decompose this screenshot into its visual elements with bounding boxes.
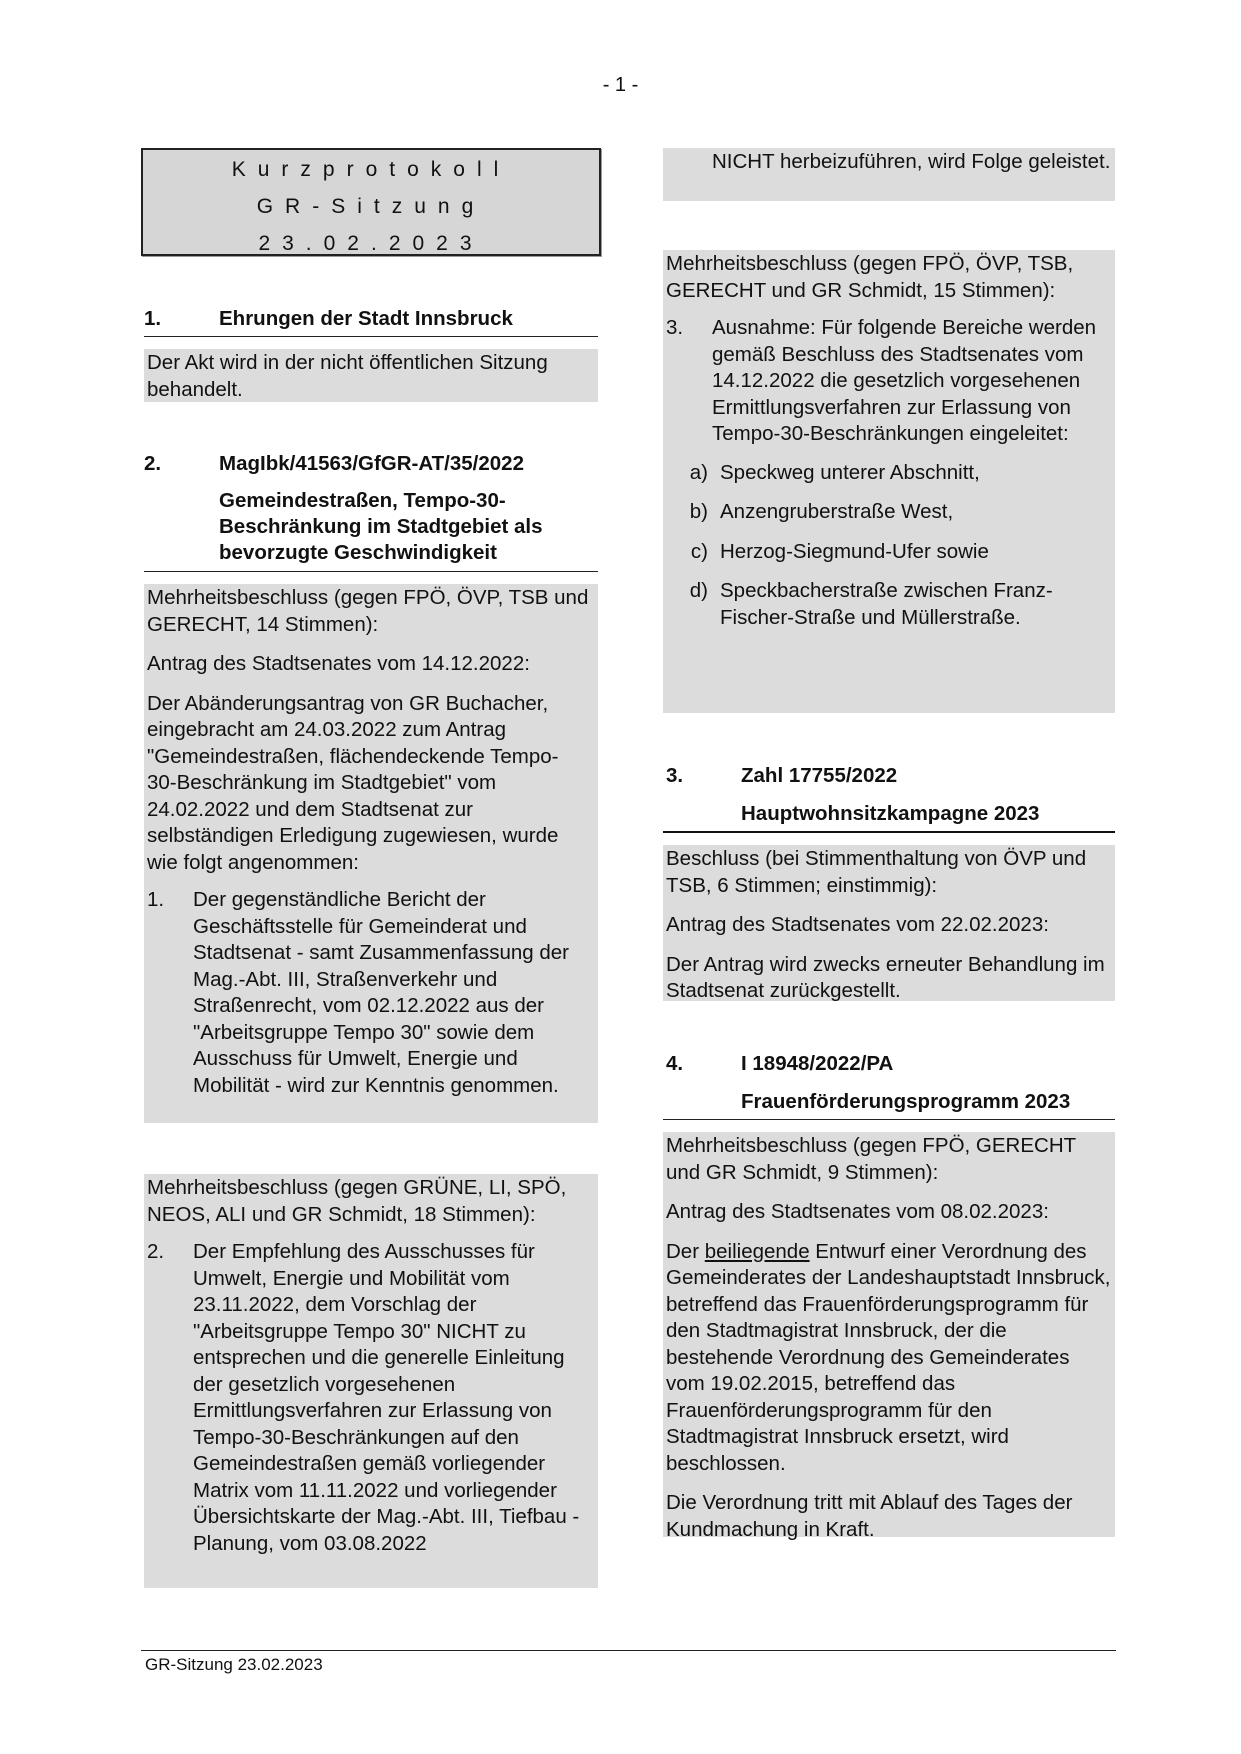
block-1-intro: Der Abänderungsantrag von GR Buchacher, eingebracht am 24.03.2022 zum Antrag "Gemeindestraßen, flächendeckende Tempo-30-Beschränkung im Stadtgebiet" vom 24.02.2022 und dem Stadtsenat zur selbständigen Erledigung zugewiesen, wurde wie folgt angenommen: xyxy=(147,691,559,874)
item-4-text-2: Die Verordnung tritt mit Ablauf des Tages der Kundmachung in Kraft. xyxy=(666,1491,1073,1541)
item-4-text xyxy=(663,1237,1115,1480)
item-2-block-3 xyxy=(663,250,1115,713)
sub-item-b-text: Anzengruberstraße West, xyxy=(720,500,954,523)
sub-item-b-label: b) xyxy=(689,500,708,523)
item-4-title: Frauenförderungsprogramm 2023 xyxy=(741,1090,1071,1113)
item-4-number: 4. xyxy=(666,1052,684,1075)
item-1-text: Der Akt wird in der nicht öffentlichen Sitzung behandelt. xyxy=(147,351,548,401)
block-1-point-text: Der gegenständliche Bericht der Geschäftsstelle für Gemeinderat und Stadtsenat - samt Zusammenfassung der Mag.-Abt. III, Straßenverkehr und Straßenrecht, vom 02.12.2022 aus der "Arbeitsgruppe Tempo 30" sowie dem Ausschuss für Umwelt, Energie und Mobilität - wird zur Kenntnis genommen. xyxy=(193,888,570,1097)
item-1-rule xyxy=(144,336,598,337)
block-1-antrag: Antrag des Stadtsenates vom 14.12.2022: xyxy=(147,652,530,675)
item-4-box xyxy=(663,1132,1115,1541)
item-3-box xyxy=(663,845,1115,1001)
item-4-heading xyxy=(663,1051,1115,1115)
title-box xyxy=(141,148,601,256)
footer-rule xyxy=(141,1650,1116,1651)
block-1-point xyxy=(144,887,598,1099)
sub-item-d-text: Speckbacherstraße zwischen Franz-Fischer-Straße und Müllerstraße. xyxy=(720,579,1053,629)
sub-item-d-label: d) xyxy=(689,579,708,602)
item-3-title: Hauptwohnsitzkampagne 2023 xyxy=(741,802,1040,825)
block-2-point xyxy=(144,1239,598,1557)
item-1-number: 1. xyxy=(144,307,162,330)
item-2-block-2-continued xyxy=(663,148,1115,201)
block-2-point-number: 2. xyxy=(147,1240,165,1263)
item-4-text-underlined: beiliegende xyxy=(704,1239,810,1263)
item-2-rule xyxy=(144,571,598,572)
block-3-point-number: 3. xyxy=(666,316,684,339)
item-4-text-post: Entwurf einer Verordnung des Gemeinderates der Landeshauptstadt Innsbruck, betreffend das Frauenförderungsprogramm für den Stadtmagistrat Innsbruck, der die bestehende Verordnung des Gemeinderates vom 19.02.2015, betreffend das Frauenförderungsprogramm für den Stadtmagistrat Innsbruck ersetzt, wird beschlossen. xyxy=(666,1239,1111,1475)
item-4-antrag: Antrag des Stadtsenates vom 08.02.2023: xyxy=(666,1200,1049,1223)
item-4-vote: Mehrheitsbeschluss (gegen FPÖ, GERECHT und GR Schmidt, 9 Stimmen): xyxy=(666,1134,1076,1184)
item-3-text: Der Antrag wird zwecks erneuter Behandlung im Stadtsenat zurückgestellt. xyxy=(666,952,1105,1002)
title-line-1: Kurzprotokoll xyxy=(231,158,511,181)
sub-item-d xyxy=(666,578,1115,631)
sub-item-c-label: c) xyxy=(690,539,708,563)
block-1-point-number: 1. xyxy=(147,888,165,911)
item-4-rule xyxy=(663,1119,1115,1120)
item-3-antrag: Antrag des Stadtsenates vom 22.02.2023: xyxy=(666,913,1049,936)
sub-item-a-label: a) xyxy=(689,460,708,484)
item-3-rule xyxy=(663,831,1115,833)
item-2-number: 2. xyxy=(144,452,162,475)
item-4-ref: I 18948/2022/PA xyxy=(741,1052,894,1075)
block-3-vote: Mehrheitsbeschluss (gegen FPÖ, ÖVP, TSB, GERECHT und GR Schmidt, 15 Stimmen): xyxy=(666,252,1074,302)
item-4-text-pre: Der xyxy=(666,1239,705,1263)
item-2-block-1 xyxy=(144,584,598,1123)
item-3-number: 3. xyxy=(666,764,684,787)
block-2-point-text: Der Empfehlung des Ausschusses für Umwelt, Energie und Mobilität vom 23.11.2022, dem Vorschlag der "Arbeitsgruppe Tempo 30" NICHT zu entsprechen und die generelle Einleitung der gesetzlich vorgesehenen Ermittlungsverfahren zur Erlassung von Tempo-30-Beschränkungen auf den Gemeindestraßen gemäß vorliegender Matrix vom 11.11.2022 und vorliegender Übersichtskarte der Mag.-Abt. III, Tiefbau - Planung, vom 03.08.2022 xyxy=(193,1240,580,1555)
item-3-ref: Zahl 17755/2022 xyxy=(741,764,898,787)
item-2-heading xyxy=(144,451,598,566)
block-3-point xyxy=(663,315,1115,448)
item-2-ref: MagIbk/41563/GfGR-AT/35/2022 xyxy=(219,452,524,475)
sub-item-c-text: Herzog-Siegmund-Ufer sowie xyxy=(720,539,989,563)
item-2-block-2 xyxy=(144,1174,598,1588)
item-3-vote: Beschluss (bei Stimmenthaltung von ÖVP und TSB, 6 Stimmen; einstimmig): xyxy=(666,847,1087,897)
footer-text: GR-Sitzung 23.02.2023 xyxy=(145,1655,323,1674)
block-1-vote: Mehrheitsbeschluss (gegen FPÖ, ÖVP, TSB und GERECHT, 14 Stimmen): xyxy=(147,586,589,636)
item-1-heading xyxy=(144,306,598,332)
sub-item-a-text: Speckweg unterer Abschnitt, xyxy=(720,460,980,484)
title-line-3: 23.02.2023 xyxy=(258,232,484,255)
block-2-vote: Mehrheitsbeschluss (gegen GRÜNE, LI, SPÖ, NEOS, ALI und GR Schmidt, 18 Stimmen): xyxy=(147,1176,567,1226)
block-3-point-text: Ausnahme: Für folgende Bereiche werden gemäß Beschluss des Stadtsenates vom 14.12.2022 die gesetzlich vorgesehenen Ermittlungsverfahren zur Erlassung von Tempo-30-Beschränkungen eingeleitet: xyxy=(712,316,1097,445)
item-1-box xyxy=(144,349,598,402)
title-line-2: GR-Sitzung xyxy=(256,195,486,218)
item-3-heading xyxy=(663,763,1115,827)
sub-item-a xyxy=(666,460,1115,487)
block-2-point-continued: NICHT herbeizuführen, wird Folge geleistet. xyxy=(712,150,1111,173)
item-2-title: Gemeindestraßen, Tempo-30-Beschränkung im Stadtgebiet als bevorzugte Geschwindigkeit xyxy=(219,489,543,564)
sub-item-c xyxy=(666,539,1115,566)
sub-item-b xyxy=(666,499,1115,526)
item-1-title: Ehrungen der Stadt Innsbruck xyxy=(219,307,513,330)
page-number: - 1 - xyxy=(602,74,639,96)
